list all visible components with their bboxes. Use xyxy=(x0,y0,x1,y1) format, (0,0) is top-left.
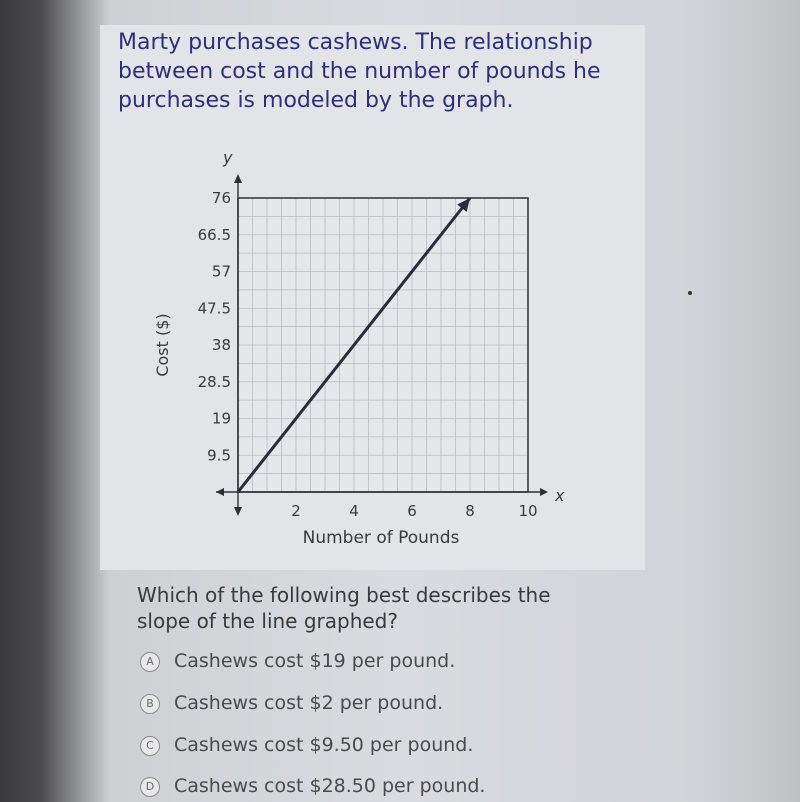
x-tick-label: 6 xyxy=(407,502,417,520)
screen-speck xyxy=(688,291,692,295)
y-axis-letter: y xyxy=(223,148,233,167)
y-tick-label: 57 xyxy=(211,262,231,281)
prompt-text xyxy=(137,582,607,634)
y-axis-arrow-down xyxy=(234,507,242,516)
option-d-label: Cashews cost $28.50 per pound. xyxy=(174,775,486,797)
y-tick-label: 19 xyxy=(211,409,231,428)
option-c[interactable] xyxy=(140,732,473,758)
option-a-radio[interactable]: A xyxy=(140,652,160,672)
option-b-radio[interactable]: B xyxy=(140,694,160,714)
option-b-label: Cashews cost $2 per pound. xyxy=(174,692,444,714)
option-b[interactable] xyxy=(140,690,443,716)
question-line: Marty purchases cashews. The relationship xyxy=(118,30,593,55)
prompt-line: slope of the line graphed? xyxy=(137,609,398,633)
y-axis-title: Cost ($) xyxy=(153,313,172,377)
x-axis-letter: x xyxy=(555,486,565,505)
y-tick-label: 66.5 xyxy=(197,225,231,244)
y-tick-label: 76 xyxy=(211,189,231,207)
option-c-radio[interactable]: C xyxy=(140,736,160,756)
question-line: between cost and the number of pounds he xyxy=(118,59,601,84)
option-d[interactable] xyxy=(140,773,485,799)
question-line: purchases is modeled by the graph. xyxy=(118,88,514,113)
y-tick-label: 38 xyxy=(211,336,231,354)
prompt-line: Which of the following best describes the xyxy=(137,583,551,607)
x-tick-label: 8 xyxy=(465,502,475,520)
x-tick-label: 2 xyxy=(291,502,301,520)
x-axis-arrow-right xyxy=(540,488,548,496)
option-c-label: Cashews cost $9.50 per pound. xyxy=(174,734,474,756)
x-tick-label: 10 xyxy=(518,502,538,520)
y-tick-label: 28.5 xyxy=(197,372,231,391)
option-d-radio[interactable]: D xyxy=(140,777,160,797)
x-tick-label: 4 xyxy=(349,502,359,520)
y-tick-label: 9.5 xyxy=(207,446,231,465)
option-a-label: Cashews cost $19 per pound. xyxy=(174,650,456,672)
y-axis-arrow-up xyxy=(234,174,242,183)
x-axis-title: Number of Pounds xyxy=(302,528,460,548)
y-tick-label: 47.5 xyxy=(197,299,231,318)
x-axis-arrow-left xyxy=(216,488,224,496)
option-a[interactable] xyxy=(140,648,455,674)
